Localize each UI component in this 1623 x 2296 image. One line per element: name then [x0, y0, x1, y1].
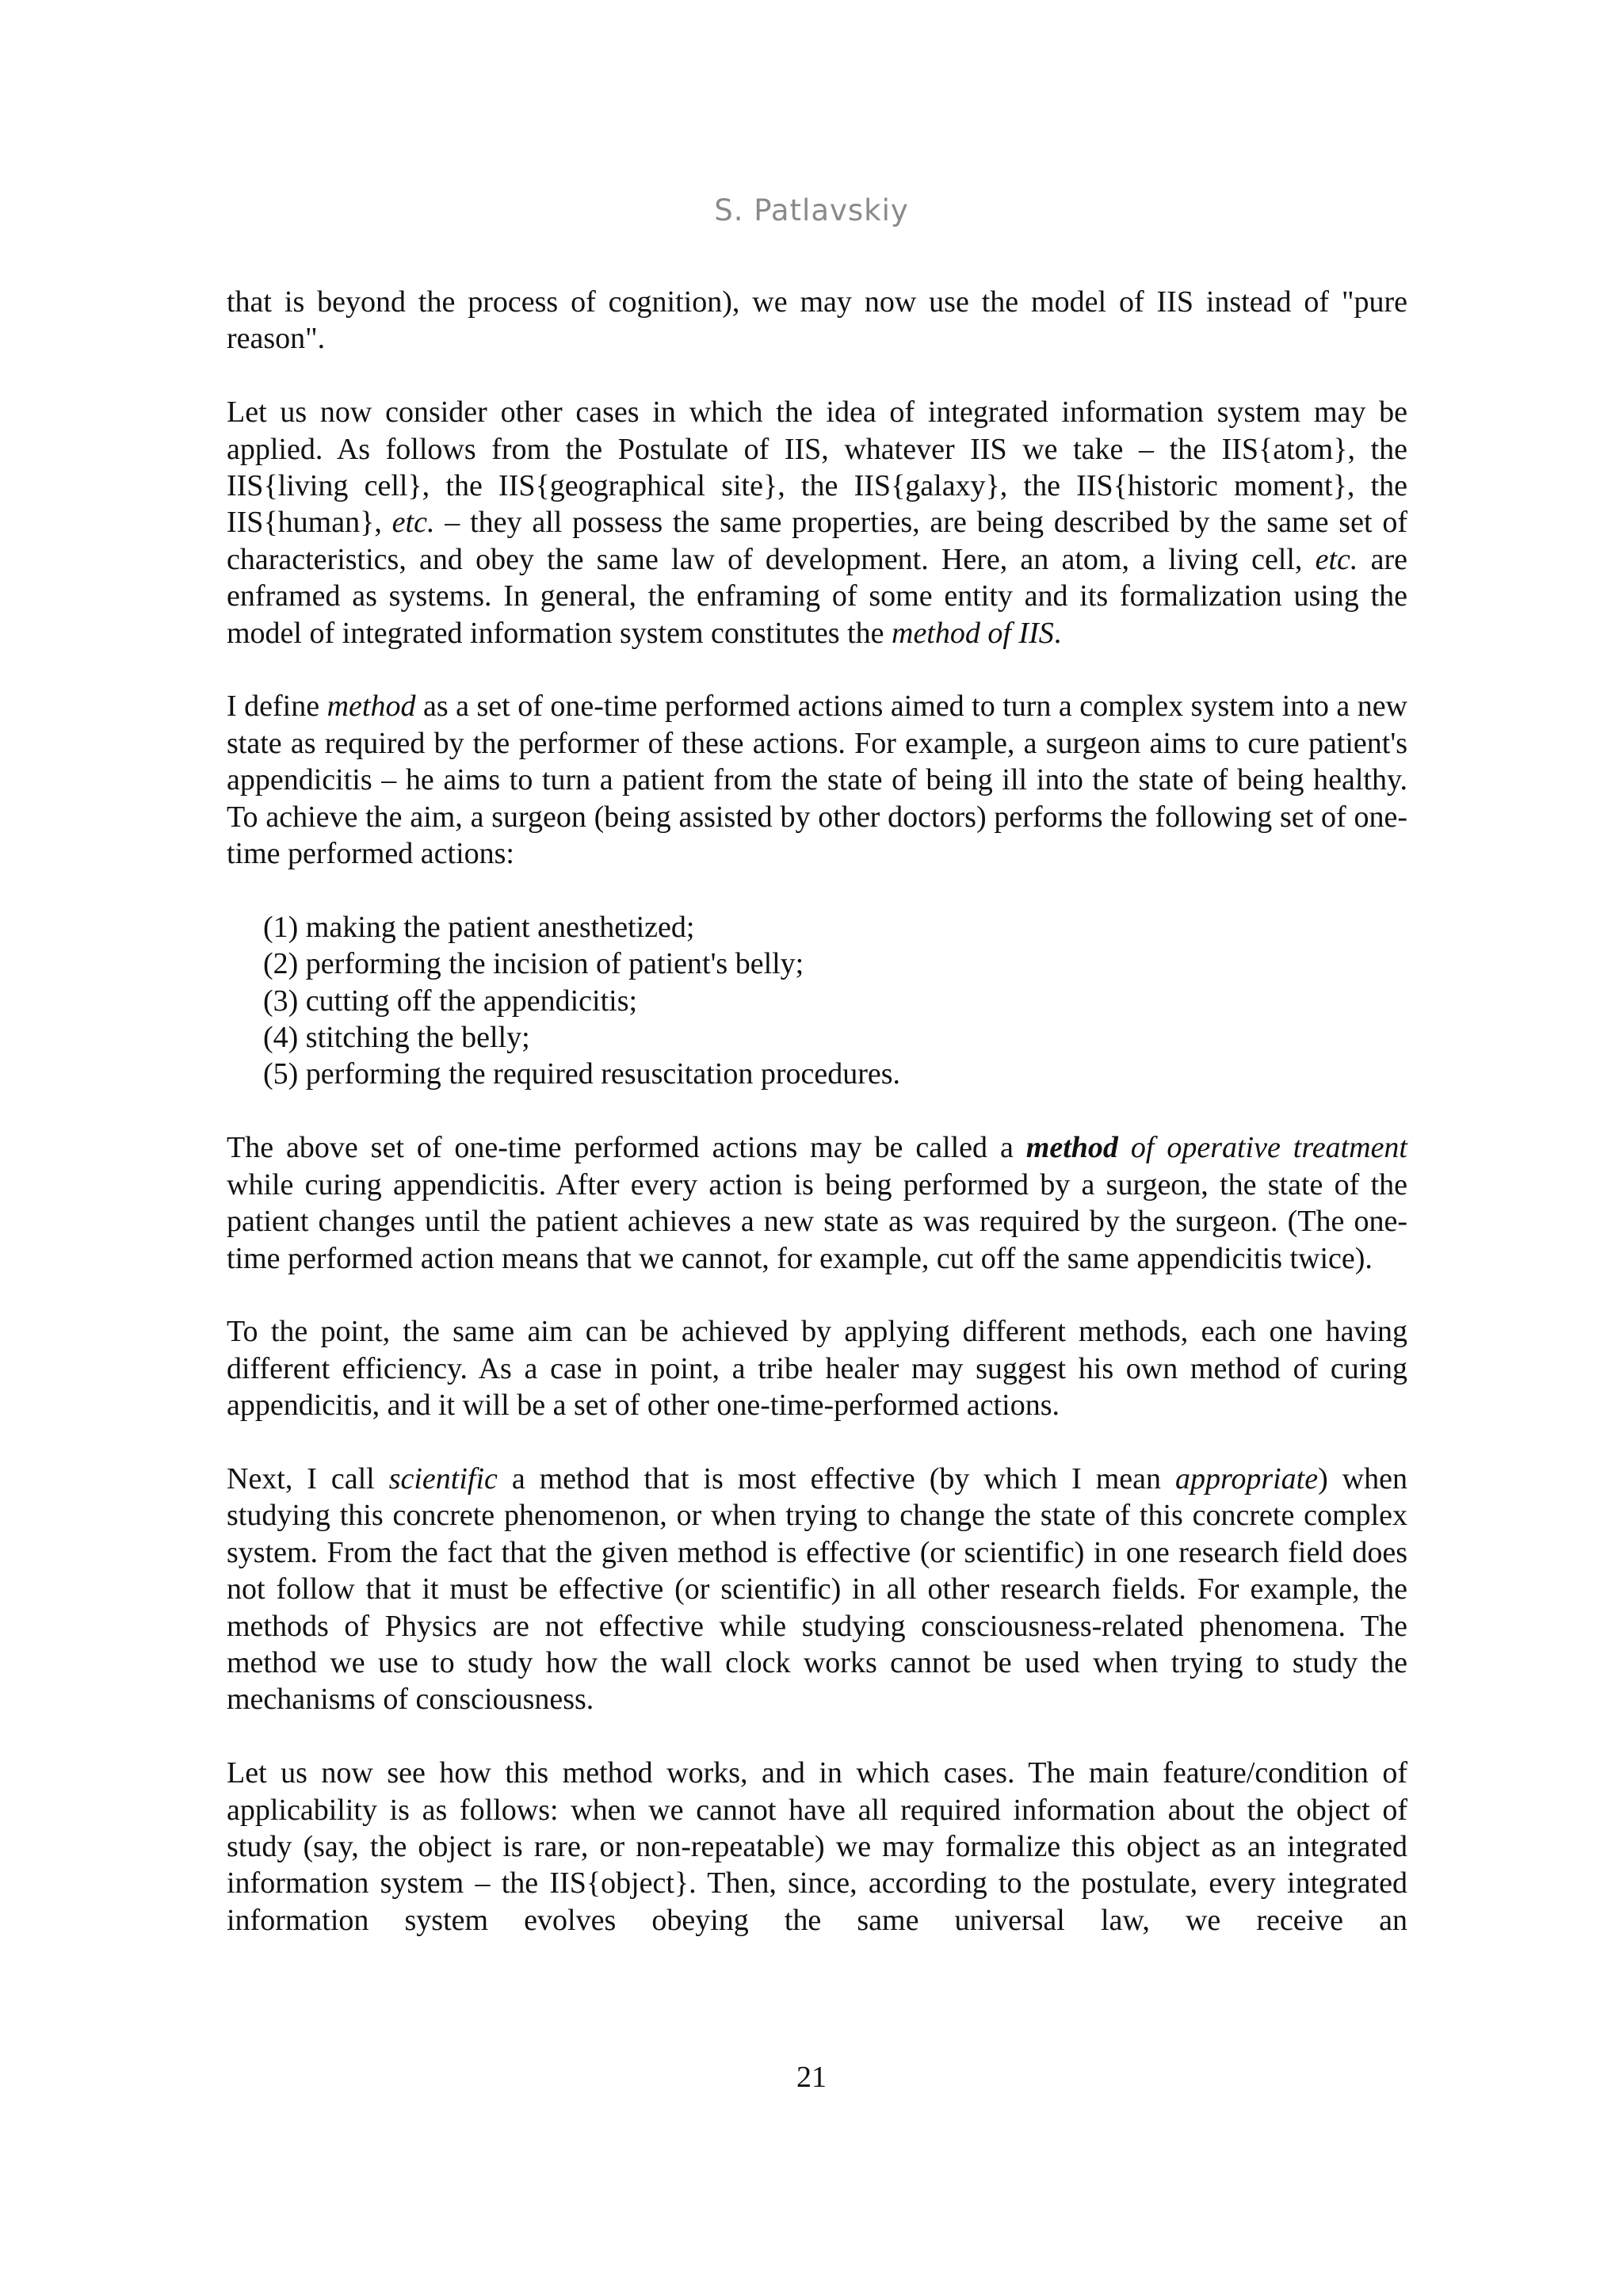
text-run: are enframed as systems. In general, the enframing of some entity and its formalization using the model of integrated information system constitutes the [227, 542, 1408, 650]
italic-run: etc. [1315, 542, 1358, 576]
italic-run: method [327, 690, 416, 724]
text-run: The above set of one-time performed actions may be called a [227, 1131, 1026, 1165]
body-text [227, 284, 1407, 1976]
paragraph-5: To the point, the same aim can be achieved by applying different methods, each one having different efficiency. As a case in point, a tribe healer may suggest his own method of curing appendicitis, and it will be a set of other one-time-performed actions. [227, 1315, 1407, 1423]
paragraph-2 [227, 394, 1407, 651]
text-run: Next, I call [227, 1461, 389, 1496]
text-run: . [1053, 616, 1062, 650]
paragraph-1: that is beyond the process of cognition), we may now use the model of IIS instead of "pure reason". [227, 285, 1407, 356]
actions-list [227, 909, 1407, 1093]
list-item: (2) performing the incision of patient's belly; [263, 947, 804, 981]
running-header-author: S. Patlavskiy [714, 193, 909, 227]
italic-run: appropriate [1174, 1461, 1319, 1496]
list-item: (1) making the patient anesthetized; [263, 910, 695, 944]
text-run: a method that is most effective (by which I mean [497, 1461, 1175, 1496]
emphasis: method [1025, 1131, 1118, 1165]
list-item: (4) stitching the belly; [263, 1021, 530, 1055]
paragraph-6 [227, 1461, 1407, 1718]
text-run: while curing appendicitis. After every action is being performed by a surgeon, the state of the patient changes until the patient achieves a new state as was required by the surgeon. (The one-time performed action means that we cannot, for example, cut off the same appendicitis twice). [227, 1167, 1407, 1275]
text-run: I define [227, 690, 327, 724]
italic-run: scientific [388, 1461, 498, 1496]
bold-italic-run [1026, 1131, 1118, 1164]
italic-run: of operative treatment [1117, 1131, 1407, 1165]
list-item: (5) performing the required resuscitation procedures. [263, 1057, 901, 1091]
text-run: Let us now consider other cases in which the idea of integrated information system may be applied. As follows from the Postulate of IIS, whatever IIS we take – the IIS{atom}, the IIS{living cell}, the IIS{geographical site}, the IIS{galaxy}, the IIS{historic moment}, the IIS{human}, [227, 395, 1407, 540]
list-item: (3) cutting off the appendicitis; [263, 984, 638, 1018]
paragraph-3 [227, 688, 1407, 872]
text-run: as a set of one-time performed actions aimed to turn a complex system into a new state as required by the performer of these actions. For example, a surgeon aims to cure patient's appendicitis – he aims to turn a patient from the state of being ill into the state of being healthy. To achieve the aim, a surgeon (being assisted by other doctors) performs the following set of one-time performed actions: [227, 690, 1407, 871]
text-run: ) when studying this concrete phenomenon, or when trying to change the state of this concrete complex system. From the fact that the given method is effective (or scientific) in one research field does not follow that it must be effective (or scientific) in all other research fields. For example, the methods of Physics are not effective while studying consciousness-related phenomena. The method we use to study how the wall clock works cannot be used when trying to study the mechanisms of consciousness. [227, 1461, 1407, 1717]
italic-run: etc. [391, 506, 435, 540]
text-run: – they all possess the same properties, are being described by the same set of characteristics, and obey the same law of development. Here, an atom, a living cell, [227, 506, 1407, 576]
italic-run: method of IIS [892, 616, 1054, 650]
paragraph-7: Let us now see how this method works, and in which cases. The main feature/condition of applicability is as follows: when we cannot have all required information about the object of study (say, the object is rare, or non-repeatable) we may formalize this object as an integrated information system – the IIS{object}. Then, since, according to the postulate, every integrated information system evolves obeying the same universal law, we receive an [227, 1756, 1407, 1937]
paragraph-4 [227, 1129, 1407, 1277]
page-number: 21 [796, 2061, 827, 2094]
